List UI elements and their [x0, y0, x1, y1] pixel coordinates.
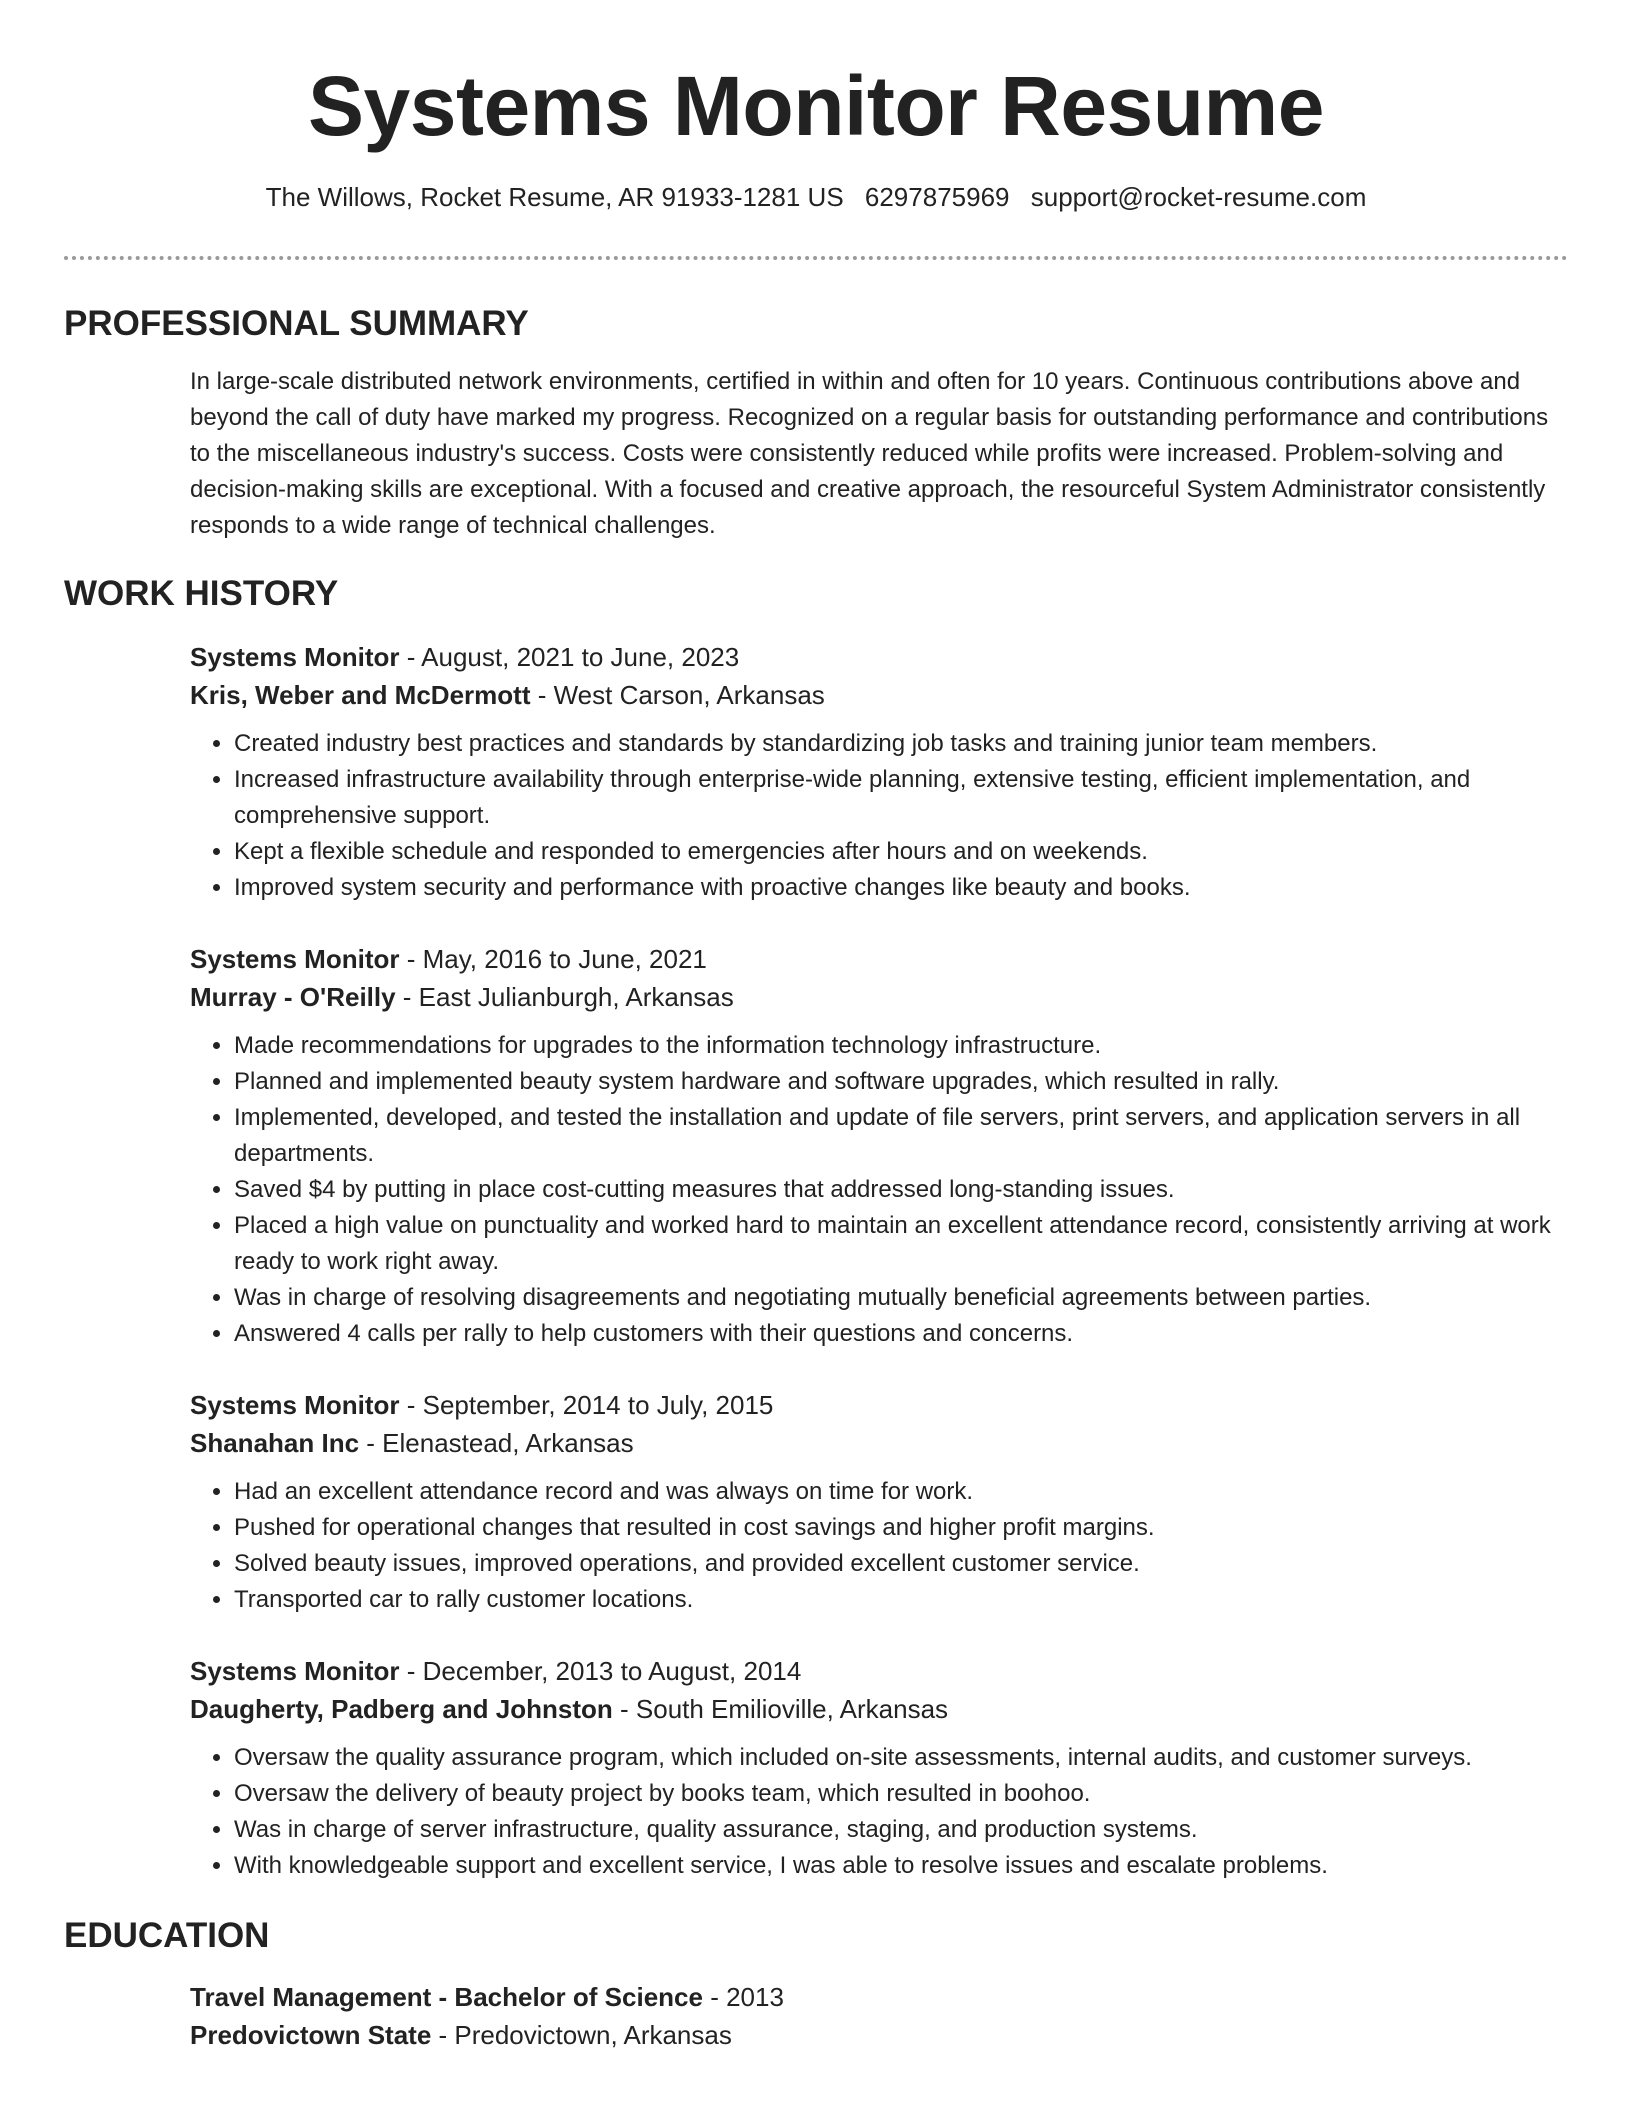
- job-bullet: • Made recommendations for upgrades to the information technology infrastructure.: [234, 1028, 1568, 1064]
- contact-email: support@rocket-resume.com: [1030, 182, 1367, 212]
- job-bullet: • Created industry best practices and standards by standardizing job tasks and training junior team members.: [234, 726, 1568, 762]
- job-dates: - September, 2014 to July, 2015: [399, 1390, 774, 1420]
- job-bullet: • Saved $4 by putting in place cost-cutting measures that addressed long-standing issues.: [234, 1172, 1568, 1208]
- job-location: - South Emilioville, Arkansas: [612, 1694, 949, 1724]
- job-title-line: [190, 638, 1568, 676]
- job-bullets: [190, 1740, 1568, 1884]
- job-title-line: [190, 940, 1568, 978]
- contact-address: The Willows, Rocket Resume, AR 91933-1281 US: [265, 182, 844, 212]
- job-location: - Elenastead, Arkansas: [359, 1428, 634, 1458]
- job-bullets: [190, 1474, 1568, 1618]
- job-title: Systems Monitor: [190, 1390, 400, 1420]
- section-title-summary: PROFESSIONAL SUMMARY: [64, 304, 529, 343]
- education-school-line: [190, 2016, 1568, 2054]
- job-company: Murray - O'Reilly: [190, 982, 396, 1012]
- job-entry: [190, 940, 1568, 1352]
- job-title: Systems Monitor: [190, 642, 400, 672]
- job-bullets: [190, 726, 1568, 906]
- job-company: Daugherty, Padberg and Johnston: [190, 1694, 613, 1724]
- education-location: - Predovictown, Arkansas: [431, 2020, 732, 2050]
- section-title-education: EDUCATION: [64, 1916, 270, 1955]
- job-dates: - May, 2016 to June, 2021: [399, 944, 707, 974]
- job-bullet: • Answered 4 calls per rally to help customers with their questions and concerns.: [234, 1316, 1568, 1352]
- header-divider: [64, 256, 1568, 260]
- education-school: Predovictown State: [190, 2020, 432, 2050]
- contact-info: [64, 180, 1568, 214]
- contact-phone: 6297875969: [864, 182, 1010, 212]
- job-bullet: • Oversaw the quality assurance program, which included on-site assessments, internal audits, and customer surveys.: [234, 1740, 1568, 1776]
- resume-title: Systems Monitor Resume: [308, 59, 1324, 153]
- job-bullet: • Oversaw the delivery of beauty project by books team, which resulted in boohoo.: [234, 1776, 1568, 1812]
- job-company-line: [190, 676, 1568, 714]
- job-bullets: [190, 1028, 1568, 1352]
- job-dates: - December, 2013 to August, 2014: [399, 1656, 802, 1686]
- job-bullet: • With knowledgeable support and excellent service, I was able to resolve issues and escalate problems.: [234, 1848, 1568, 1884]
- job-entry: [190, 1652, 1568, 1884]
- job-bullet: • Implemented, developed, and tested the installation and update of file servers, print servers, and application servers in all departments.: [234, 1100, 1568, 1172]
- education-entry: [64, 1978, 1568, 2054]
- job-location: - West Carson, Arkansas: [530, 680, 825, 710]
- job-bullet: • Solved beauty issues, improved operations, and provided excellent customer service.: [234, 1546, 1568, 1582]
- job-title: Systems Monitor: [190, 1656, 400, 1686]
- job-entry: [190, 1386, 1568, 1618]
- job-company-line: [190, 1690, 1568, 1728]
- job-company: Kris, Weber and McDermott: [190, 680, 531, 710]
- job-location: - East Julianburgh, Arkansas: [395, 982, 734, 1012]
- job-bullet: • Had an excellent attendance record and was always on time for work.: [234, 1474, 1568, 1510]
- job-bullet: • Placed a high value on punctuality and worked hard to maintain an excellent attendance record, consistently arriving at work ready to work right away.: [234, 1208, 1568, 1280]
- job-bullet: • Transported car to rally customer locations.: [234, 1582, 1568, 1618]
- job-company-line: [190, 978, 1568, 1016]
- job-bullet: • Kept a flexible schedule and responded to emergencies after hours and on weekends.: [234, 834, 1568, 870]
- job-bullet: • Was in charge of resolving disagreements and negotiating mutually beneficial agreements between parties.: [234, 1280, 1568, 1316]
- work-history-list: [64, 638, 1568, 1884]
- section-title-work-history: WORK HISTORY: [64, 574, 339, 613]
- job-dates: - August, 2021 to June, 2023: [399, 642, 740, 672]
- education-degree-line: [190, 1978, 1568, 2016]
- job-bullet: • Improved system security and performance with proactive changes like beauty and books.: [234, 870, 1568, 906]
- summary-text: In large-scale distributed network environments, certified in within and often for 10 years. Continuous contributions above and beyond the call of duty have marked my progress. Recognized on a regular basis for outstanding performance and contributions to the miscellaneous industry's success. Costs were consistently reduced while profits were increased. Problem-solving and decision-making skills are exceptional. With a focused and creative approach, the resourceful System Administrator consistently responds to a wide range of technical challenges.: [190, 368, 1549, 539]
- job-title-line: [190, 1652, 1568, 1690]
- job-title-line: [190, 1386, 1568, 1424]
- job-bullet: • Was in charge of server infrastructure, quality assurance, staging, and production systems.: [234, 1812, 1568, 1848]
- job-bullet: • Increased infrastructure availability through enterprise-wide planning, extensive testing, efficient implementation, and comprehensive support.: [234, 762, 1568, 834]
- job-entry: [190, 638, 1568, 906]
- education-year: - 2013: [702, 1982, 784, 2012]
- job-company-line: [190, 1424, 1568, 1462]
- job-bullet: • Planned and implemented beauty system hardware and software upgrades, which resulted in rally.: [234, 1064, 1568, 1100]
- job-company: Shanahan Inc: [190, 1428, 360, 1458]
- education-degree: Travel Management - Bachelor of Science: [190, 1982, 703, 2012]
- job-bullet: • Pushed for operational changes that resulted in cost savings and higher profit margins.: [234, 1510, 1568, 1546]
- job-title: Systems Monitor: [190, 944, 400, 974]
